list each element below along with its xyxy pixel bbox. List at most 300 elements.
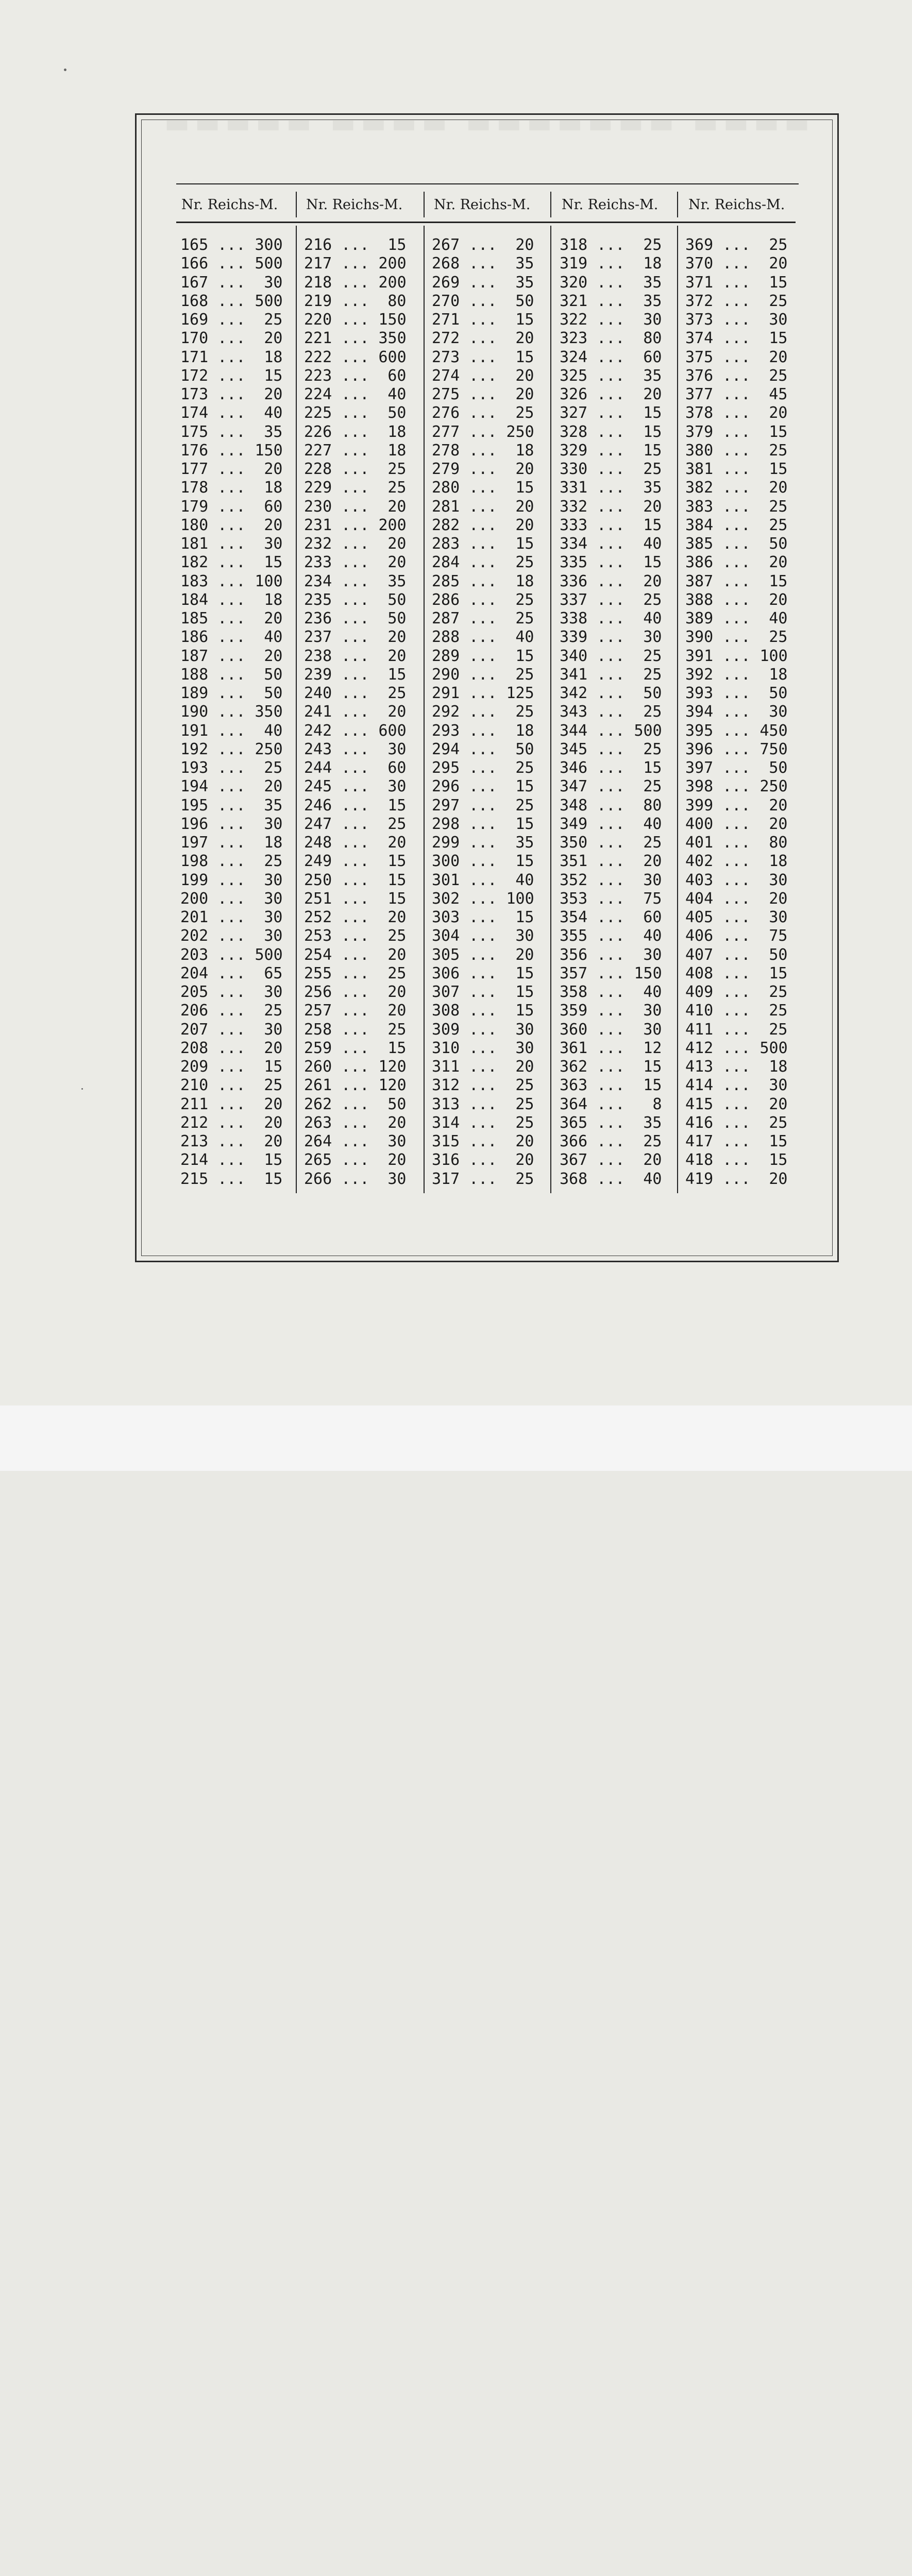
leader-dots: ... bbox=[587, 796, 634, 815]
leader-dots: ... bbox=[460, 292, 506, 310]
leader-dots: ... bbox=[587, 647, 634, 665]
stray-mark bbox=[81, 1088, 83, 1090]
leader-dots: ... bbox=[587, 871, 634, 889]
table-row bbox=[685, 535, 791, 553]
table-row bbox=[304, 255, 410, 273]
leader-dots: ... bbox=[208, 404, 255, 422]
leader-dots: ... bbox=[713, 535, 760, 553]
item-number: 331 bbox=[560, 479, 588, 497]
table-row bbox=[304, 367, 410, 385]
price-amount: 120 bbox=[378, 1076, 407, 1095]
price-amount: 150 bbox=[255, 441, 283, 460]
item-number: 280 bbox=[432, 479, 460, 497]
leader-dots: ... bbox=[460, 366, 506, 385]
price-amount: 30 bbox=[643, 1020, 662, 1039]
price-amount: 60 bbox=[643, 348, 662, 366]
leader-dots: ... bbox=[332, 441, 379, 460]
leader-dots: ... bbox=[332, 908, 379, 926]
leader-dots: ... bbox=[208, 1170, 255, 1188]
price-amount: 500 bbox=[759, 1039, 788, 1057]
item-number: 344 bbox=[560, 721, 588, 740]
leader-dots: ... bbox=[713, 255, 760, 273]
price-amount: 20 bbox=[515, 236, 534, 254]
table-row bbox=[432, 1002, 537, 1020]
item-number: 294 bbox=[432, 740, 460, 758]
item-number: 400 bbox=[685, 815, 714, 833]
item-number: 382 bbox=[685, 479, 714, 497]
leader-dots: ... bbox=[460, 255, 506, 273]
table-row bbox=[180, 255, 286, 273]
price-amount: 40 bbox=[515, 628, 534, 647]
price-amount: 30 bbox=[769, 703, 788, 721]
price-amount: 30 bbox=[264, 1020, 283, 1039]
leader-dots: ... bbox=[332, 1095, 379, 1113]
item-number: 270 bbox=[432, 292, 460, 310]
table-row bbox=[432, 1170, 537, 1189]
leader-dots: ... bbox=[460, 590, 506, 609]
leader-dots: ... bbox=[208, 1020, 255, 1039]
price-amount: 15 bbox=[515, 479, 534, 497]
table-row bbox=[685, 1039, 791, 1058]
item-number: 171 bbox=[180, 348, 209, 366]
item-number: 318 bbox=[560, 236, 588, 254]
table-row bbox=[685, 1002, 791, 1020]
table-row bbox=[432, 1095, 537, 1114]
table-row bbox=[685, 1058, 791, 1076]
item-number: 386 bbox=[685, 553, 714, 572]
column-divider bbox=[296, 226, 297, 1193]
table-row bbox=[432, 329, 537, 348]
leader-dots: ... bbox=[460, 834, 506, 852]
table-row bbox=[304, 1021, 410, 1039]
leader-dots: ... bbox=[460, 479, 506, 497]
price-amount: 25 bbox=[264, 311, 283, 329]
leader-dots: ... bbox=[587, 852, 634, 871]
leader-dots: ... bbox=[713, 852, 760, 871]
leader-dots: ... bbox=[208, 703, 255, 721]
leader-dots: ... bbox=[460, 441, 506, 460]
table-row bbox=[304, 1170, 410, 1189]
leader-dots: ... bbox=[587, 684, 634, 702]
item-number: 216 bbox=[304, 236, 332, 254]
table-row bbox=[304, 666, 410, 684]
item-number: 277 bbox=[432, 422, 460, 441]
price-amount: 40 bbox=[643, 983, 662, 1001]
price-amount: 35 bbox=[643, 273, 662, 292]
price-amount: 25 bbox=[387, 684, 407, 702]
table-row bbox=[685, 1021, 791, 1039]
item-number: 334 bbox=[560, 535, 588, 553]
price-amount: 20 bbox=[769, 255, 788, 273]
item-number: 376 bbox=[685, 366, 714, 385]
leader-dots: ... bbox=[208, 535, 255, 553]
item-number: 319 bbox=[560, 255, 588, 273]
item-number: 289 bbox=[432, 647, 460, 665]
table-row bbox=[432, 404, 537, 422]
price-amount: 25 bbox=[769, 366, 788, 385]
price-amount: 15 bbox=[515, 852, 534, 871]
leader-dots: ... bbox=[713, 1020, 760, 1039]
leader-dots: ... bbox=[208, 292, 255, 310]
price-amount: 120 bbox=[378, 1058, 407, 1076]
price-amount: 25 bbox=[769, 497, 788, 516]
leader-dots: ... bbox=[208, 1058, 255, 1076]
price-amount: 50 bbox=[264, 665, 283, 684]
leader-dots: ... bbox=[713, 834, 760, 852]
leader-dots: ... bbox=[587, 759, 634, 777]
table-row bbox=[685, 666, 791, 684]
price-amount: 65 bbox=[264, 964, 283, 982]
leader-dots: ... bbox=[713, 628, 760, 647]
table-row bbox=[180, 983, 286, 1002]
column-divider bbox=[550, 226, 551, 1193]
price-amount: 25 bbox=[515, 796, 534, 815]
item-number: 397 bbox=[685, 759, 714, 777]
price-amount: 18 bbox=[769, 852, 788, 871]
table-row bbox=[560, 460, 665, 479]
table-row bbox=[685, 647, 791, 666]
table-row bbox=[180, 367, 286, 385]
item-number: 229 bbox=[304, 479, 332, 497]
item-number: 359 bbox=[560, 1002, 588, 1020]
table-row bbox=[304, 834, 410, 852]
price-amount: 15 bbox=[769, 572, 788, 590]
price-amount: 35 bbox=[643, 1113, 662, 1132]
price-amount: 25 bbox=[515, 759, 534, 777]
item-number: 176 bbox=[180, 441, 209, 460]
table-row bbox=[304, 890, 410, 908]
leader-dots: ... bbox=[713, 1095, 760, 1113]
item-number: 305 bbox=[432, 945, 460, 964]
leader-dots: ... bbox=[713, 1113, 760, 1132]
item-number: 170 bbox=[180, 329, 209, 348]
item-number: 204 bbox=[180, 964, 209, 982]
item-number: 419 bbox=[685, 1170, 714, 1188]
item-number: 248 bbox=[304, 834, 332, 852]
leader-dots: ... bbox=[460, 945, 506, 964]
table-row bbox=[180, 927, 286, 945]
leader-dots: ... bbox=[332, 460, 379, 478]
table-row bbox=[180, 572, 286, 591]
item-number: 392 bbox=[685, 665, 714, 684]
table-row bbox=[180, 796, 286, 815]
item-number: 193 bbox=[180, 759, 209, 777]
leader-dots: ... bbox=[460, 740, 506, 758]
item-number: 302 bbox=[432, 889, 460, 908]
leader-dots: ... bbox=[713, 964, 760, 982]
leader-dots: ... bbox=[587, 292, 634, 310]
table-row bbox=[180, 1114, 286, 1132]
table-row bbox=[432, 442, 537, 460]
table-row bbox=[560, 871, 665, 890]
table-row bbox=[560, 890, 665, 908]
item-number: 217 bbox=[304, 255, 332, 273]
item-number: 287 bbox=[432, 609, 460, 628]
item-number: 238 bbox=[304, 647, 332, 665]
price-amount: 50 bbox=[769, 759, 788, 777]
leader-dots: ... bbox=[460, 385, 506, 403]
item-number: 349 bbox=[560, 815, 588, 833]
item-number: 225 bbox=[304, 404, 332, 422]
leader-dots: ... bbox=[587, 1095, 634, 1113]
item-number: 271 bbox=[432, 311, 460, 329]
leader-dots: ... bbox=[208, 1039, 255, 1057]
table-row bbox=[560, 1132, 665, 1151]
table-row bbox=[432, 292, 537, 311]
item-number: 338 bbox=[560, 609, 588, 628]
leader-dots: ... bbox=[332, 329, 379, 348]
price-amount: 50 bbox=[387, 590, 407, 609]
table-row bbox=[432, 385, 537, 404]
price-amount: 45 bbox=[769, 385, 788, 403]
leader-dots: ... bbox=[332, 1076, 379, 1095]
price-amount: 40 bbox=[264, 721, 283, 740]
item-number: 165 bbox=[180, 236, 209, 254]
leader-dots: ... bbox=[332, 385, 379, 403]
price-amount: 450 bbox=[759, 721, 788, 740]
item-number: 317 bbox=[432, 1170, 460, 1188]
column-divider bbox=[677, 192, 678, 217]
price-amount: 500 bbox=[255, 255, 283, 273]
price-amount: 500 bbox=[255, 292, 283, 310]
price-amount: 20 bbox=[769, 1170, 788, 1188]
leader-dots: ... bbox=[208, 628, 255, 647]
item-number: 187 bbox=[180, 647, 209, 665]
price-amount: 20 bbox=[264, 777, 283, 796]
table-row bbox=[180, 516, 286, 535]
leader-dots: ... bbox=[208, 1095, 255, 1113]
table-row bbox=[560, 927, 665, 945]
price-amount: 20 bbox=[769, 889, 788, 908]
price-amount: 15 bbox=[515, 535, 534, 553]
price-amount: 50 bbox=[515, 740, 534, 758]
item-number: 417 bbox=[685, 1132, 714, 1150]
table-column bbox=[685, 236, 791, 1189]
item-number: 260 bbox=[304, 1058, 332, 1076]
table-row bbox=[560, 442, 665, 460]
leader-dots: ... bbox=[208, 665, 255, 684]
item-number: 360 bbox=[560, 1020, 588, 1039]
item-number: 357 bbox=[560, 964, 588, 982]
item-number: 361 bbox=[560, 1039, 588, 1057]
item-number: 404 bbox=[685, 889, 714, 908]
item-number: 391 bbox=[685, 647, 714, 665]
item-number: 169 bbox=[180, 311, 209, 329]
price-amount: 20 bbox=[387, 535, 407, 553]
item-number: 192 bbox=[180, 740, 209, 758]
table-row bbox=[685, 572, 791, 591]
table-row bbox=[180, 1151, 286, 1170]
leader-dots: ... bbox=[460, 1113, 506, 1132]
leader-dots: ... bbox=[332, 479, 379, 497]
table-row bbox=[432, 367, 537, 385]
item-number: 310 bbox=[432, 1039, 460, 1057]
table-row bbox=[304, 852, 410, 871]
table-row bbox=[304, 1002, 410, 1020]
price-amount: 25 bbox=[515, 1076, 534, 1095]
table-row bbox=[560, 404, 665, 422]
leader-dots: ... bbox=[460, 329, 506, 348]
price-amount: 20 bbox=[769, 590, 788, 609]
price-amount: 30 bbox=[264, 535, 283, 553]
leader-dots: ... bbox=[208, 927, 255, 945]
leader-dots: ... bbox=[587, 927, 634, 945]
leader-dots: ... bbox=[332, 1151, 379, 1170]
item-number: 186 bbox=[180, 628, 209, 647]
table-row bbox=[180, 740, 286, 759]
header-rule-top bbox=[176, 183, 799, 184]
item-number: 413 bbox=[685, 1058, 714, 1076]
price-amount: 50 bbox=[769, 684, 788, 702]
price-amount: 15 bbox=[515, 964, 534, 982]
table-row bbox=[560, 1021, 665, 1039]
leader-dots: ... bbox=[587, 609, 634, 628]
leader-dots: ... bbox=[332, 684, 379, 702]
table-row bbox=[560, 628, 665, 647]
table-row bbox=[432, 591, 537, 609]
item-number: 231 bbox=[304, 516, 332, 534]
price-amount: 500 bbox=[255, 945, 283, 964]
table-row bbox=[685, 348, 791, 367]
table-row bbox=[560, 1039, 665, 1058]
price-amount: 20 bbox=[264, 1095, 283, 1113]
item-number: 197 bbox=[180, 834, 209, 852]
item-number: 174 bbox=[180, 404, 209, 422]
price-amount: 8 bbox=[652, 1095, 662, 1113]
item-number: 409 bbox=[685, 983, 714, 1001]
price-amount: 60 bbox=[387, 759, 407, 777]
price-amount: 15 bbox=[643, 1076, 662, 1095]
leader-dots: ... bbox=[587, 255, 634, 273]
leader-dots: ... bbox=[208, 796, 255, 815]
table-row bbox=[304, 292, 410, 311]
leader-dots: ... bbox=[713, 404, 760, 422]
table-row bbox=[560, 516, 665, 535]
table-row bbox=[685, 460, 791, 479]
leader-dots: ... bbox=[332, 740, 379, 758]
price-amount: 40 bbox=[643, 927, 662, 945]
table-row bbox=[432, 535, 537, 553]
leader-dots: ... bbox=[208, 348, 255, 366]
table-row bbox=[560, 796, 665, 815]
price-amount: 15 bbox=[264, 1058, 283, 1076]
price-amount: 25 bbox=[387, 479, 407, 497]
item-number: 285 bbox=[432, 572, 460, 590]
item-number: 236 bbox=[304, 609, 332, 628]
price-amount: 30 bbox=[643, 1002, 662, 1020]
table-row bbox=[560, 591, 665, 609]
item-number: 329 bbox=[560, 441, 588, 460]
item-number: 212 bbox=[180, 1113, 209, 1132]
price-amount: 25 bbox=[643, 236, 662, 254]
item-number: 300 bbox=[432, 852, 460, 871]
leader-dots: ... bbox=[208, 1132, 255, 1150]
price-amount: 25 bbox=[387, 1020, 407, 1039]
table-row bbox=[432, 666, 537, 684]
item-number: 408 bbox=[685, 964, 714, 982]
leader-dots: ... bbox=[208, 497, 255, 516]
price-amount: 30 bbox=[769, 1076, 788, 1095]
table-row bbox=[685, 1151, 791, 1170]
table-row bbox=[180, 890, 286, 908]
table-row bbox=[180, 292, 286, 311]
table-row bbox=[685, 367, 791, 385]
table-row bbox=[304, 1058, 410, 1076]
table-row bbox=[304, 1151, 410, 1170]
price-amount: 18 bbox=[264, 348, 283, 366]
item-number: 345 bbox=[560, 740, 588, 758]
item-number: 256 bbox=[304, 983, 332, 1001]
table-row bbox=[432, 946, 537, 964]
price-amount: 20 bbox=[264, 647, 283, 665]
item-number: 375 bbox=[685, 348, 714, 366]
price-amount: 15 bbox=[387, 889, 407, 908]
price-amount: 18 bbox=[769, 665, 788, 684]
table-column bbox=[180, 236, 286, 1189]
price-amount: 20 bbox=[515, 945, 534, 964]
table-row bbox=[432, 852, 537, 871]
leader-dots: ... bbox=[460, 311, 506, 329]
item-number: 200 bbox=[180, 889, 209, 908]
item-number: 411 bbox=[685, 1020, 714, 1039]
leader-dots: ... bbox=[713, 945, 760, 964]
table-row bbox=[560, 1058, 665, 1076]
item-number: 390 bbox=[685, 628, 714, 647]
leader-dots: ... bbox=[587, 945, 634, 964]
item-number: 244 bbox=[304, 759, 332, 777]
item-number: 173 bbox=[180, 385, 209, 403]
price-amount: 50 bbox=[387, 1095, 407, 1113]
table-row bbox=[685, 236, 791, 255]
leader-dots: ... bbox=[713, 273, 760, 292]
table-row bbox=[432, 236, 537, 255]
table-row bbox=[685, 703, 791, 721]
leader-dots: ... bbox=[332, 647, 379, 665]
price-amount: 18 bbox=[264, 479, 283, 497]
leader-dots: ... bbox=[460, 535, 506, 553]
leader-dots: ... bbox=[713, 572, 760, 590]
leader-dots: ... bbox=[460, 348, 506, 366]
table-row bbox=[180, 628, 286, 647]
table-row bbox=[180, 1002, 286, 1020]
leader-dots: ... bbox=[713, 759, 760, 777]
price-amount: 60 bbox=[264, 497, 283, 516]
item-number: 418 bbox=[685, 1151, 714, 1170]
table-row bbox=[180, 609, 286, 628]
price-amount: 15 bbox=[387, 871, 407, 889]
item-number: 348 bbox=[560, 796, 588, 815]
item-number: 383 bbox=[685, 497, 714, 516]
item-number: 286 bbox=[432, 590, 460, 609]
leader-dots: ... bbox=[587, 404, 634, 422]
price-amount: 25 bbox=[769, 292, 788, 310]
leader-dots: ... bbox=[713, 590, 760, 609]
table-row bbox=[560, 535, 665, 553]
leader-dots: ... bbox=[713, 796, 760, 815]
leader-dots: ... bbox=[460, 796, 506, 815]
item-number: 191 bbox=[180, 721, 209, 740]
price-amount: 20 bbox=[769, 1095, 788, 1113]
item-number: 214 bbox=[180, 1151, 209, 1170]
price-amount: 25 bbox=[515, 1095, 534, 1113]
leader-dots: ... bbox=[208, 834, 255, 852]
table-row bbox=[304, 647, 410, 666]
table-row bbox=[432, 255, 537, 273]
leader-dots: ... bbox=[208, 516, 255, 534]
leader-dots: ... bbox=[460, 609, 506, 628]
price-amount: 18 bbox=[264, 834, 283, 852]
price-amount: 15 bbox=[515, 1002, 534, 1020]
